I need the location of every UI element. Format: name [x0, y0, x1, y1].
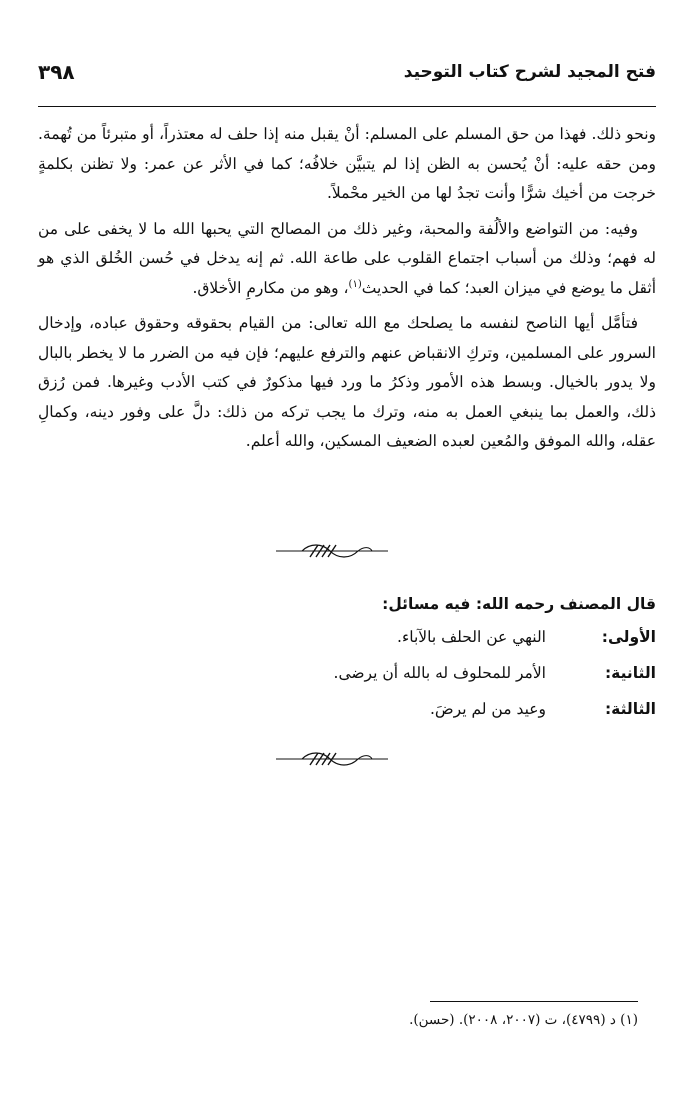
issue-label: الأولى: — [601, 628, 656, 646]
footnote-reference[interactable]: (١) — [348, 278, 362, 290]
issue-text: النهي عن الحلف بالآباء. — [397, 628, 546, 646]
paragraph-text: فتأمَّل أيها الناصح لنفسه ما يصلحك مع الله تعالى: من القيام بحقوقه وحقوق عباده، وإدخال السرور على المسلمين، وتركِ الانقباض عنهم والترفع عليهم؛ فإن فيه من الضرر ما لا يخطر بالبال ولا يدور بالخيال. وبسط هذه الأمور وذكرُ ما ورد فيها مذكورٌ في كتب الأدب وغيرها. فمن رُزق ذلك، والعمل بما ينبغي العمل به منه، وترك ما يجب تركه من ذلك: دلَّ على وفور دينه، وكمالِ عقله، والله الموفق والمُعين لعبده الضعيف المسكين، والله أعلم. — [38, 314, 656, 450]
running-title: فتح المجيد لشرح كتاب التوحيد — [403, 62, 656, 82]
page-number: ٣٩٨ — [38, 60, 75, 84]
footnote: (١) د (٤٧٩٩)، ت (٢٠٠٧، ٢٠٠٨). (حسن). — [409, 1012, 638, 1028]
issue-label: الثالثة: — [604, 700, 656, 718]
section-divider-ornament-icon — [272, 541, 392, 561]
section-divider-ornament-icon — [272, 749, 392, 769]
paragraph-text: ونحو ذلك. فهذا من حق المسلم على المسلم: أنْ يقبل منه إذا حلف له معتذراً، أو متبرئاً من تُهمة. ومن حقه عليه: أنْ يُحسن به الظن إذا لم يتبيَّن خلافُه؛ كما في الأثر عن عمر: ولا تظنن بكلمةٍ خرجت من أخيك شرًّا وأنت تجدُ لها من الخير محْملاً. — [38, 125, 656, 202]
issue-item — [38, 700, 656, 728]
issue-text: الأمر للمحلوف له بالله أن يرضى. — [333, 664, 546, 682]
issue-text: وعيد من لم يرضَ. — [429, 700, 546, 718]
paragraph-text: وفيه: من التواضع والألُفة والمحبة، وغير ذلك من المصالح التي يحبها الله ما لا يخفى على من له فهم؛ وذلك من أسباب اجتماع القلوب على طاعة الله. ثم إنه يدخل في حُسن الخُلق الذي هو أثقل ما يوضع في ميزان العبد؛ كما في الحديث — [38, 219, 656, 297]
paragraph-text: ، وهو من مكارمِ الأخلاق. — [192, 278, 349, 297]
issues-heading: قال المصنف رحمه الله: فيه مسائل: — [382, 595, 656, 613]
footnote-divider — [430, 1001, 638, 1002]
header-divider — [38, 106, 656, 107]
issue-label: الثانية: — [604, 664, 656, 682]
page-header — [38, 60, 656, 92]
issue-item — [38, 628, 656, 656]
issue-item — [38, 664, 656, 692]
paragraph — [38, 309, 656, 457]
paragraph — [38, 215, 656, 304]
paragraph — [38, 120, 656, 209]
main-text — [38, 120, 656, 463]
